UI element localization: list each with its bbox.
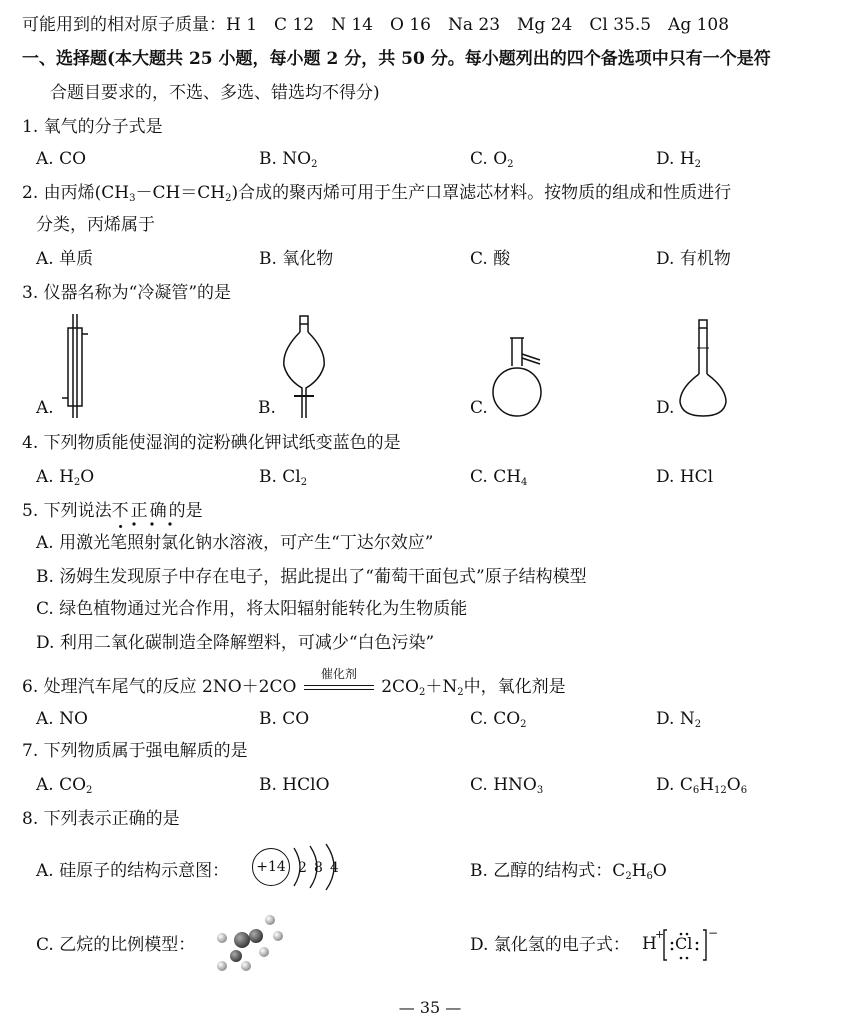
q3-option-b: B. — [258, 398, 276, 418]
emphasis-dots: 不正确 — [111, 501, 169, 521]
hydrogen-symbol: H — [642, 934, 657, 954]
q6-option-a: A. NO — [36, 709, 88, 729]
q6-option-b: B. CO — [259, 709, 310, 729]
atom-nucleus: +14 — [252, 848, 290, 886]
q1-option-c: C. $O_2$ — [470, 149, 514, 170]
q7-option-c: C. $HNO_3$ — [470, 775, 544, 796]
q4-option-a: A. $H_2O$ — [36, 467, 95, 488]
separatory-funnel-icon — [278, 314, 330, 420]
q8-option-c: C. 乙烷的比例模型： — [36, 935, 196, 955]
q8-option-b: B. 乙醇的结构式：$C_2H_6O$ — [470, 861, 667, 882]
section-title-line1: 一、选择题(本大题共 25 小题，每小题 2 分，共 50 分。每小题列出的四个备选项中只有一个是符 — [22, 49, 771, 69]
q5-option-c: C. 绿色植物通过光合作用，将太阳辐射能转化为生物质能 — [36, 599, 468, 619]
question-4-stem: 4. 下列物质能使湿润的淀粉碘化钾试纸变蓝色的是 — [22, 433, 401, 453]
question-2-stem: 2. 由丙烯$(CH_3-CH=CH_2)$合成的聚丙烯可用于生产口罩滤芯材料。按物质的组成和性质进行 — [22, 183, 732, 204]
q7-option-a: A. $CO_2$ — [36, 775, 93, 796]
q1-option-d: D. $H_2$ — [656, 149, 702, 170]
question-7-stem: 7. 下列物质属于强电解质的是 — [22, 741, 248, 761]
question-5-stem: 5. 下列说法不正确的是 — [22, 501, 203, 521]
shell-3-electrons: 4 — [330, 860, 339, 876]
q5-option-a: A. 用激光笔照射氯化钠水溶液，可产生“丁达尔效应” — [36, 533, 434, 553]
question-4-options — [36, 466, 836, 488]
catalyst-label: 催化剂 — [320, 666, 357, 681]
q1-option-a: A. CO — [36, 149, 87, 169]
section-title-line2: 合题目要求的，不选、多选、错选均不得分) — [50, 83, 380, 103]
distillation-flask-icon — [490, 336, 550, 420]
q4-option-d: D. HCl — [656, 467, 714, 487]
q8-option-a: A. 硅原子的结构示意图： — [36, 861, 230, 881]
question-6-stem: 6. 处理汽车尾气的反应 2NO＋2CO 催化剂 $2CO_2+N_2$中，氧化剂是 — [22, 676, 566, 699]
q2-option-b: B. 氧化物 — [259, 249, 334, 269]
question-1-options — [36, 148, 836, 170]
question-6-options — [36, 708, 836, 730]
q7-option-b: B. HClO — [259, 775, 330, 795]
q1-option-b: B. $NO_2$ — [259, 149, 318, 170]
page-number: — 35 — — [398, 998, 462, 1017]
q6-option-d: D. $N_2$ — [656, 709, 702, 730]
q5-option-d: D. 利用二氧化碳制造全降解塑料，可减少“白色污染” — [36, 633, 435, 653]
q4-option-b: B. $Cl_2$ — [259, 467, 308, 488]
chlorine-symbol: Cl — [675, 934, 693, 953]
q6-option-c: C. $CO_2$ — [470, 709, 527, 730]
q2-option-d: D. 有机物 — [656, 249, 731, 269]
question-1-stem: 1. 氧气的分子式是 — [22, 117, 163, 137]
positive-charge: + — [655, 928, 665, 941]
question-7-options — [36, 774, 836, 796]
shell-1-electrons: 2 — [298, 860, 307, 876]
atomic-masses-line: 可能用到的相对原子质量：H 1 C 12 N 14 O 16 Na 23 Mg 24 Cl 35.5 Ag 108 — [22, 15, 730, 35]
q4-option-c: C. $CH_4$ — [470, 467, 528, 488]
q2-option-c: C. 酸 — [470, 249, 511, 269]
q3-option-a: A. — [36, 398, 54, 418]
ethane-space-filling-model-icon — [212, 912, 286, 974]
shell-2-electrons: 8 — [314, 860, 323, 876]
q2-option-a: A. 单质 — [36, 249, 94, 269]
q5-option-b: B. 汤姆生发现原子中存在电子，据此提出了“葡萄干面包式”原子结构模型 — [36, 567, 587, 587]
question-8-stem: 8. 下列表示正确的是 — [22, 809, 180, 829]
q7-option-d: D. $C_6H_{12}O_6$ — [656, 775, 748, 796]
question-2-options — [36, 248, 836, 270]
q8-option-d: D. 氯化氢的电子式： — [470, 935, 630, 955]
q3-option-d: D. — [656, 398, 675, 418]
volumetric-flask-icon — [676, 318, 732, 420]
question-3-stem: 3. 仪器名称为“冷凝管”的是 — [22, 283, 232, 303]
question-2-stem-line2: 分类，丙烯属于 — [36, 215, 155, 235]
condenser-icon — [56, 314, 96, 418]
reaction-arrow — [302, 666, 376, 699]
q3-option-c: C. — [470, 398, 488, 418]
emphasis-dot-marks — [128, 521, 176, 527]
negative-charge: − — [708, 926, 719, 940]
